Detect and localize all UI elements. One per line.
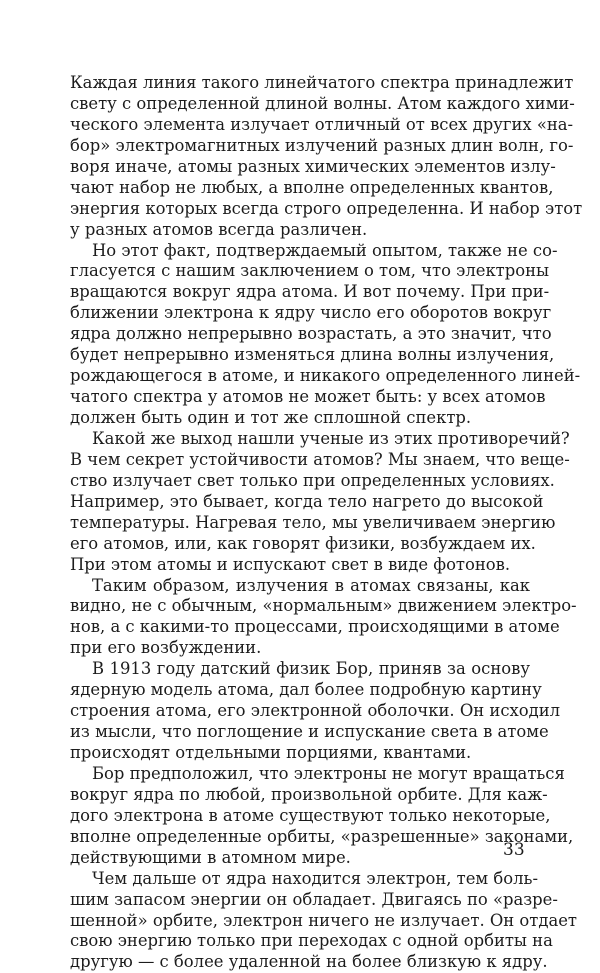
paragraph bbox=[70, 763, 574, 869]
text-line: Таким образом, излучения в атомах связаны, как bbox=[92, 575, 530, 595]
paragraph bbox=[70, 575, 577, 660]
text-line: чатого спектра у атомов не может быть: у всех атомов bbox=[70, 387, 546, 407]
text-line: энергия которых всегда строго определенна. И набор этот bbox=[70, 198, 583, 218]
paragraph bbox=[70, 868, 577, 973]
text-line: Чем дальше от ядра находится электрон, тем боль- bbox=[92, 868, 538, 888]
text-line: рождающегося в атоме, и никакого определенного линей- bbox=[70, 366, 581, 386]
text-line: ство излучает свет только при определенных условиях. bbox=[70, 470, 555, 490]
text-line: у разных атомов всегда различен. bbox=[70, 219, 368, 239]
paragraph bbox=[70, 240, 581, 429]
text-line: чают набор не любых, а вполне определенных квантов, bbox=[70, 177, 554, 197]
text-line: ядерную модель атома, дал более подробную картину bbox=[70, 680, 542, 700]
text-line: вокруг ядра по любой, произвольной орбите. Для каж- bbox=[70, 784, 548, 804]
text-line: В чем секрет устойчивости атомов? Мы знаем, что веще- bbox=[70, 449, 570, 469]
text-line: ядра должно непрерывно возрастать, а это значит, что bbox=[70, 324, 552, 344]
text-line: при его возбуждении. bbox=[70, 638, 262, 658]
text-line: свету с определенной длиной волны. Атом каждого хими- bbox=[70, 93, 575, 113]
text-line: дого электрона в атоме существуют только некоторые, bbox=[70, 805, 551, 825]
text-line: свою энергию только при переходах с одной орбиты на bbox=[70, 931, 553, 951]
text-line: из мысли, что поглощение и испускание света в атоме bbox=[70, 722, 549, 742]
text-line: другую — с более удаленной на более близкую к ядру. bbox=[70, 952, 548, 972]
text-line: В 1913 году датский физик Бор, приняв за основу bbox=[92, 659, 530, 679]
text-line: Каждая линия такого линейчатого спектра принадлежит bbox=[70, 73, 574, 92]
text-line: строения атома, его электронной оболочки. Он исходил bbox=[70, 701, 561, 721]
text-line: его атомов, или, как говорят физики, возбуждаем их. bbox=[70, 533, 536, 553]
text-line: Бор предположил, что электроны не могут вращаться bbox=[92, 763, 565, 783]
text-line: должен быть один и тот же сплошной спектр. bbox=[70, 408, 472, 427]
text-line: нов, а с какими-то процессами, происходящими в атоме bbox=[70, 617, 560, 637]
paragraph bbox=[70, 659, 561, 764]
text-line: ческого элемента излучает отличный от всех других «на- bbox=[70, 114, 574, 134]
text-line: шим запасом энергии он обладает. Двигаясь по «разре- bbox=[70, 889, 558, 909]
text-line: бор» электромагнитных излучений разных длин волн, го- bbox=[70, 135, 574, 155]
text-line: Какой же выход нашли ученые из этих противоречий? bbox=[92, 428, 570, 448]
text-line: Например, это бывает, когда тело нагрето до высокой bbox=[70, 491, 544, 511]
text-line: происходят отдельными порциями, квантами. bbox=[70, 743, 472, 762]
text-line: Но этот факт, подтверждаемый опытом, также не со- bbox=[92, 240, 558, 260]
text-line: ближении электрона к ядру число его оборотов вокруг bbox=[70, 303, 552, 323]
page-number: 33 bbox=[503, 840, 525, 860]
text-line: температуры. Нагревая тело, мы увеличиваем энергию bbox=[70, 512, 556, 532]
text-line: вполне определенные орбиты, «разрешенные» законами, bbox=[70, 826, 574, 846]
text-line: гласуется с нашим заключением о том, что электроны bbox=[70, 261, 550, 281]
body-text bbox=[70, 73, 583, 973]
paragraph bbox=[70, 428, 570, 576]
text-line: воря иначе, атомы разных химических элементов излу- bbox=[70, 156, 556, 176]
text-line: действующими в атомном мире. bbox=[70, 847, 351, 867]
text-line: шенной» орбите, электрон ничего не излучает. Он отдает bbox=[70, 910, 577, 930]
text-line: будет непрерывно изменяться длина волны излучения, bbox=[70, 345, 555, 365]
text-line: вращаются вокруг ядра атома. И вот почему. При при- bbox=[70, 282, 550, 302]
text-line: При этом атомы и испускают свет в виде фотонов. bbox=[70, 554, 511, 574]
paragraph bbox=[70, 73, 583, 241]
text-line: видно, не с обычным, «нормальным» движением электро- bbox=[70, 596, 577, 616]
